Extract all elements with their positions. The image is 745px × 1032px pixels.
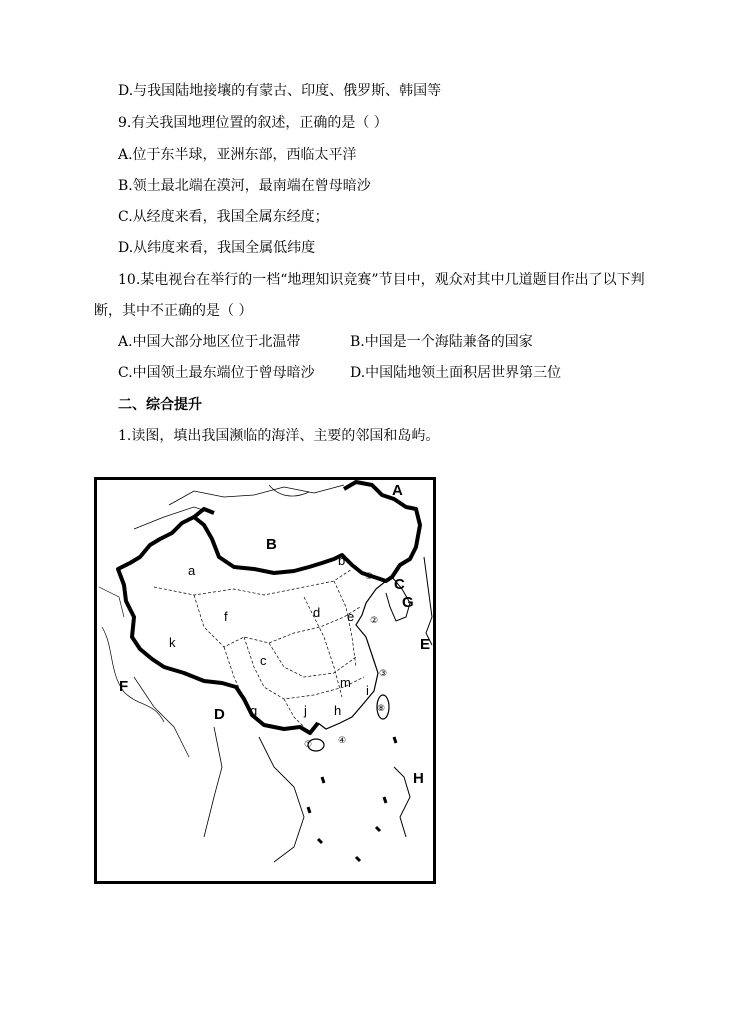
china-map	[94, 477, 436, 884]
china-map-svg	[94, 477, 436, 884]
label-b: b	[338, 553, 346, 568]
label-g: g	[250, 703, 258, 718]
label-f: f	[224, 609, 228, 624]
label-d: d	[313, 605, 321, 620]
q9-option-b: B.领土最北端在漠河，最南端在曾母暗沙	[118, 178, 371, 194]
number-1: ①	[365, 572, 374, 582]
label-m: m	[340, 675, 351, 690]
q10-option-b: B.中国是一个海陆兼备的国家	[350, 334, 533, 350]
label-a: a	[188, 563, 196, 578]
q10-option-a: A.中国大部分地区位于北温带	[118, 334, 301, 350]
q9-option-d: D.从纬度来看，我国全属低纬度	[118, 240, 316, 256]
question-10-line2: 断，其中不正确的是（ ）	[94, 303, 253, 319]
label-i: i	[366, 683, 369, 698]
question-10-line1: 10.某电视台在举行的一档“地理知识竞赛”节目中，观众对其中几道题目作出了以下判	[118, 272, 645, 288]
line-d-prev: D.与我国陆地接壤的有蒙古、印度、俄罗斯、韩国等	[118, 83, 442, 99]
label-E: E	[420, 636, 431, 653]
label-D: D	[214, 706, 225, 723]
question-1: 1.读图，填出我国濒临的海洋、主要的邻国和岛屿。	[118, 428, 440, 444]
q9-option-a: A.位于东半球，亚洲东部，西临太平洋	[118, 147, 357, 163]
label-k: k	[169, 635, 176, 650]
label-c: c	[260, 653, 267, 668]
label-H: H	[413, 770, 424, 787]
map-frame	[96, 479, 435, 883]
label-j: j	[304, 703, 307, 718]
number-3: ③	[379, 669, 388, 679]
label-C: C	[394, 576, 405, 593]
label-h: h	[334, 703, 342, 718]
label-e: e	[347, 609, 355, 624]
q10-option-c: C.中国领土最东端位于曾母暗沙	[118, 365, 315, 381]
number-8: ⑧	[377, 704, 386, 714]
q10-option-d: D.中国陆地领土面积居世界第三位	[350, 365, 562, 381]
section-heading: 二、综合提升	[118, 397, 202, 413]
number-2: ②	[370, 616, 379, 626]
label-A: A	[392, 482, 403, 499]
number-7: ⑦	[304, 740, 313, 750]
question-9: 9.有关我国地理位置的叙述，正确的是（ ）	[118, 115, 388, 131]
q9-option-c: C.从经度来看，我国全属东经度；	[118, 209, 329, 225]
label-F: F	[119, 678, 129, 695]
label-G: G	[402, 594, 414, 611]
label-B: B	[266, 536, 277, 553]
number-4: ④	[338, 736, 347, 746]
